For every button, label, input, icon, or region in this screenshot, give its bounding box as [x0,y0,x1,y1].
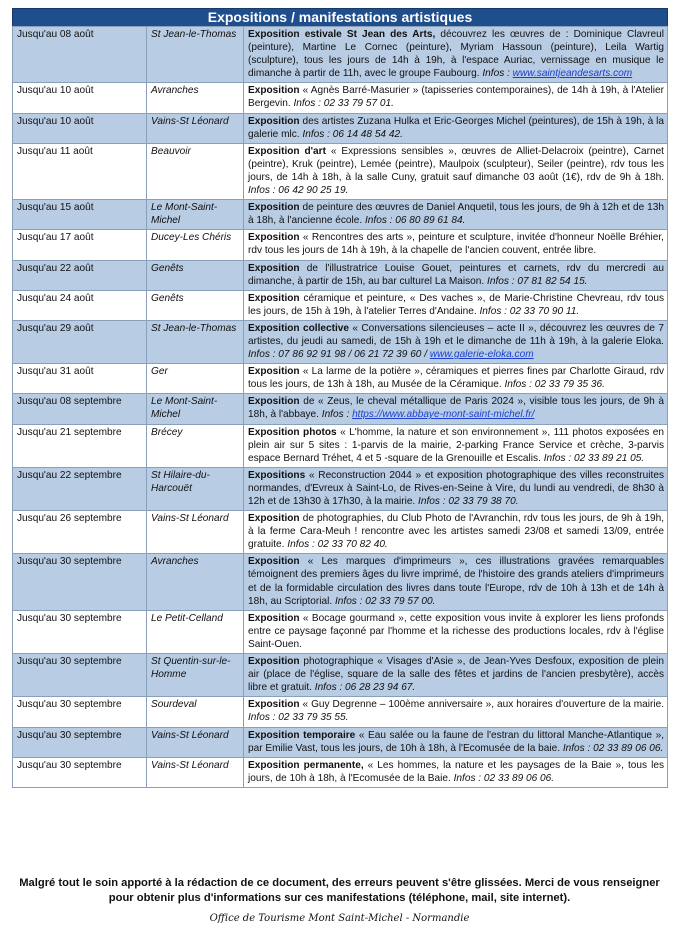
event-date: Jusqu'au 21 septembre [13,424,147,467]
event-place: St Quentin-sur-le-Homme [147,654,244,697]
event-date: Jusqu'au 22 août [13,260,147,290]
event-info: Infos : 02 33 70 82 40. [287,539,388,551]
event-info: Infos : 06 80 89 61 84. [364,215,466,227]
event-text: « Les marques d'imprimeurs », ces illustrations gravées remarquables témoignent des premiers âges du livre imprimé, de l'histoire des grands ateliers d'imprimeurs et de la formidable circulation des livres dans toute l'Europe, rdv de 10h à 13h et de 14h à 18h, au Scriptorial. [248,556,664,607]
event-date: Jusqu'au 24 août [13,290,147,320]
event-row [13,113,668,143]
event-row [13,727,668,757]
event-text: de peinture des œuvres de Daniel Anquetil, tous les jours, de 9h à 12h et de 13h à 18h, à l'ancienne école. [248,202,664,227]
event-text: « Expressions sensibles », œuvres de Alliet-Delacroix (peintre), Carnet (peintre), Kruk (peintre), Lemée (peintre), Maulpoix (sculpteur), Seiler (peintre), rdv tous les jours, de 14h à 18h, à la salle Cuny, gratuit sauf dimanche 03 août (1€), rdv de 9h à 18h. [248,145,664,183]
event-text: de « Zeus, le cheval métallique de Paris 2024 », visible tous les jours, de 9h à 18h, à l'abbaye. [248,396,664,421]
event-info: Infos : 02 33 89 21 05. [543,452,645,464]
event-label: Exposition photos [248,426,337,438]
event-description [244,654,668,697]
event-date: Jusqu'au 30 septembre [13,610,147,653]
events-page [12,8,668,788]
event-info: Infos : 06 28 23 94 67. [314,682,416,694]
event-info: Infos : 02 33 70 90 11. [479,305,580,317]
event-date: Jusqu'au 30 septembre [13,727,147,757]
event-date: Jusqu'au 15 août [13,200,147,230]
event-date: Jusqu'au 30 septembre [13,654,147,697]
event-place: Vains-St Léonard [147,113,244,143]
event-info: Infos : 02 33 89 06 06. [562,742,664,754]
events-table [12,26,668,788]
event-description [244,260,668,290]
event-label: Exposition [248,85,300,97]
event-date: Jusqu'au 31 août [13,364,147,394]
event-info: Infos : 06 14 48 54 42. [302,128,403,140]
event-date: Jusqu'au 30 septembre [13,697,147,727]
event-date: Jusqu'au 08 septembre [13,394,147,424]
event-place: Le Mont-Saint-Michel [147,394,244,424]
event-place: Vains-St Léonard [147,511,244,554]
event-place: Sourdeval [147,697,244,727]
event-text: « Conversations silencieuses – acte II », découvrez les œuvres de 7 artistes, du jeudi au samedi, de 15h à 19h et le dimanche de 11h à 19h, à la galerie Eloka. [248,322,665,347]
event-text: céramique et peinture, « Des vaches », de Marie-Christine Chevreau, rdv tous les jours, de 15h à 19h, à l'atelier Terres d'Andaine. [248,292,664,317]
event-place: St Hilaire-du-Harcouët [147,467,244,510]
event-row [13,511,668,554]
page-title: Expositions / manifestations artistiques [12,8,668,26]
event-place: Beauvoir [147,143,244,199]
event-label: Expositions [248,469,306,481]
event-text: « Les hommes, la nature et les paysages de la Baie », tous les jours, de 10h à 18h, à l'Ecomusée de la Baie. [248,759,664,784]
event-place: Genêts [147,290,244,320]
event-description [244,230,668,260]
event-date: Jusqu'au 30 septembre [13,757,147,787]
event-label: Exposition [248,699,300,711]
event-text: photographique « Visages d'Asie », de Jean-Yves Desfoux, exposition de plein air (place de l'église, square de la salle des fêtes et jardins de l'ancien presbytère), accès libre et gratuit. [248,656,664,694]
event-info: Infos : 02 33 89 06 06. [453,772,555,784]
event-label: Exposition [248,513,300,525]
event-info: Infos : 02 33 79 38 70. [418,496,519,507]
event-row [13,230,668,260]
event-label: Exposition d'art [248,145,326,157]
signature [0,912,679,926]
event-row [13,27,668,83]
event-date: Jusqu'au 08 août [13,27,147,83]
event-row [13,200,668,230]
event-row [13,424,668,467]
event-label: Exposition [248,115,300,127]
event-place: Ducey-Les Chéris [147,230,244,260]
event-text: « Bocage gourmand », cette exposition vous invite à explorer les liens profonds entre ce paysage façonné par l'homme et la richesse des productions locales, rdv à l'église Saint-Ouen. [248,612,664,650]
event-description [244,364,668,394]
event-place: Genêts [147,260,244,290]
event-row [13,394,668,424]
event-row [13,554,668,610]
event-row [13,260,668,290]
event-text: « La larme de la potière », céramiques et pierres fines par Charlotte Giraud, rdv tous les jours, de 13h à 18h, au Musée de la Céramique. [248,366,664,391]
event-label: Exposition [248,396,300,408]
event-place: Vains-St Léonard [147,757,244,787]
event-text: de l'illustratrice Louise Gouet, peintures et carnets, rdv du mercredi au dimanche, à partir de 15h, au bar culturel La Maison. [248,262,664,287]
event-description [244,27,668,83]
event-info: Infos : 07 86 92 91 98 / 06 21 72 39 60 / [248,349,430,361]
event-row [13,320,668,363]
event-info: Infos : [321,409,353,421]
event-place: Le Petit-Celland [147,610,244,653]
event-label: Exposition estivale St Jean des Arts, [248,29,436,40]
event-row [13,143,668,199]
event-row [13,610,668,653]
event-description [244,511,668,554]
event-info: Infos : 06 42 90 25 19. [248,185,349,197]
event-place: Ger [147,364,244,394]
event-place: Avranches [147,554,244,610]
event-link[interactable]: www.saintjeandesarts.com [512,68,633,80]
event-description [244,290,668,320]
event-text: « Eau salée ou la faune de l'estran du littoral Manche-Atlantique », par Emilie Vast, tous les jours, de 10h à 18h, à l'Ecomusée de la baie. [248,729,664,754]
event-description [244,113,668,143]
event-text: « Guy Degrenne – 100ème anniversaire », aux horaires d'ouverture de la mairie. [299,699,664,711]
event-date: Jusqu'au 26 septembre [13,511,147,554]
event-info: Infos : 02 33 79 57 01. [293,98,394,110]
event-label: Exposition collective [248,322,349,334]
event-label: Exposition [248,262,300,274]
event-place: Avranches [147,83,244,113]
event-link[interactable]: https://www.abbaye-mont-saint-michel.fr/ [352,409,535,421]
event-date: Jusqu'au 10 août [13,83,147,113]
event-description [244,424,668,467]
event-row [13,697,668,727]
event-text: « Agnès Barré-Masurier » (tapisseries contemporaines), de 14h à 19h, à l'Atelier Bergevin. [248,85,664,110]
event-label: Exposition [248,202,300,214]
event-place: Brécey [147,424,244,467]
event-place: Vains-St Léonard [147,727,244,757]
disclaimer-text: Malgré tout le soin apporté à la rédaction de ce document, des erreurs peuvent s'être glissées. Merci de vous renseigner pour obtenir plus d'informations sur ces manifestations (téléphone, mail, site internet). [19,877,660,904]
event-info: Infos : 02 33 79 35 55. [248,712,349,724]
event-description [244,697,668,727]
event-text: « L'homme, la nature et son environnement », 111 photos exposées en plein air sur 5 sites : 1-parvis de la mairie, 2-parking France Service et crèche, 3-parvis espace Bernard Tréhet, 4 et 5 -square de la Grenouille et Escalis. [248,426,664,464]
event-row [13,757,668,787]
event-date: Jusqu'au 22 septembre [13,467,147,510]
event-text: « Reconstruction 2044 » et exposition photographique des villes reconstruites normandes, d'Evreux à Saint-Lo, de Rives-en-Seine à Vire, du lundi au vendredi, de 8h30 à 12h et de 13h30 à 17h30, à la mairie. [248,469,664,507]
event-place: Le Mont-Saint-Michel [147,200,244,230]
event-text: « Rencontres des arts », peinture et sculpture, invitée d'honneur Noëlle Bréhier, rdv tous les jours de 14h à 19h, à la chapelle de l'ancien couvent, entrée libre. [248,232,664,257]
event-date: Jusqu'au 30 septembre [13,554,147,610]
event-description [244,467,668,510]
event-label: Exposition [248,656,300,668]
event-date: Jusqu'au 29 août [13,320,147,363]
event-label: Exposition [248,612,300,624]
event-description [244,394,668,424]
event-description [244,200,668,230]
event-info: Infos : 07 81 82 54 15. [487,275,588,287]
event-description [244,83,668,113]
event-row [13,364,668,394]
event-info: Infos : 02 33 79 35 36. [504,379,605,391]
signature-text: Office de Tourisme Mont Saint-Michel - Normandie [209,913,470,924]
event-place: St Jean-le-Thomas [147,320,244,363]
event-description [244,610,668,653]
event-label: Exposition [248,232,300,244]
event-row [13,654,668,697]
event-link[interactable]: www.galerie-eloka.com [429,349,534,361]
event-description [244,554,668,610]
event-description [244,757,668,787]
event-label: Exposition permanente, [248,759,364,771]
event-row [13,467,668,510]
event-description [244,320,668,363]
event-text: découvrez les œuvres de : Dominique Clavreul (peinture), Martine Le Cornec (peinture), Myriam Hassoun (peinture), Leila Wartig (sculpture), tous les jours de 14h à 19h, à l'espace Auriac, vernissage en musique le dimanche à partir de 11h, avec le groupe Faubourg. [248,29,664,80]
event-row [13,290,668,320]
event-label: Exposition [248,366,300,378]
event-description [244,727,668,757]
event-label: Exposition [248,292,300,304]
event-text: de photographies, du Club Photo de l'Avranchin, rdv tous les jours, de 9h à 19h, à la ferme Cara-Meuh ! rencontre avec les artistes samedi 23/08 et samedi 13/09, entrée gratuite. [248,513,664,551]
event-date: Jusqu'au 11 août [13,143,147,199]
event-description [244,143,668,199]
event-date: Jusqu'au 17 août [13,230,147,260]
event-info: Infos : [482,68,513,80]
event-info: Infos : 02 33 79 57 00. [334,595,436,607]
event-label: Exposition temporaire [248,729,356,741]
event-row [13,83,668,113]
event-place: St Jean-le-Thomas [147,27,244,83]
event-label: Exposition [248,556,300,568]
event-date: Jusqu'au 10 août [13,113,147,143]
event-text: des artistes Zuzana Hulka et Eric-Georges Michel (peintures), de 15h à 19h, à la galerie mlc. [248,115,664,140]
